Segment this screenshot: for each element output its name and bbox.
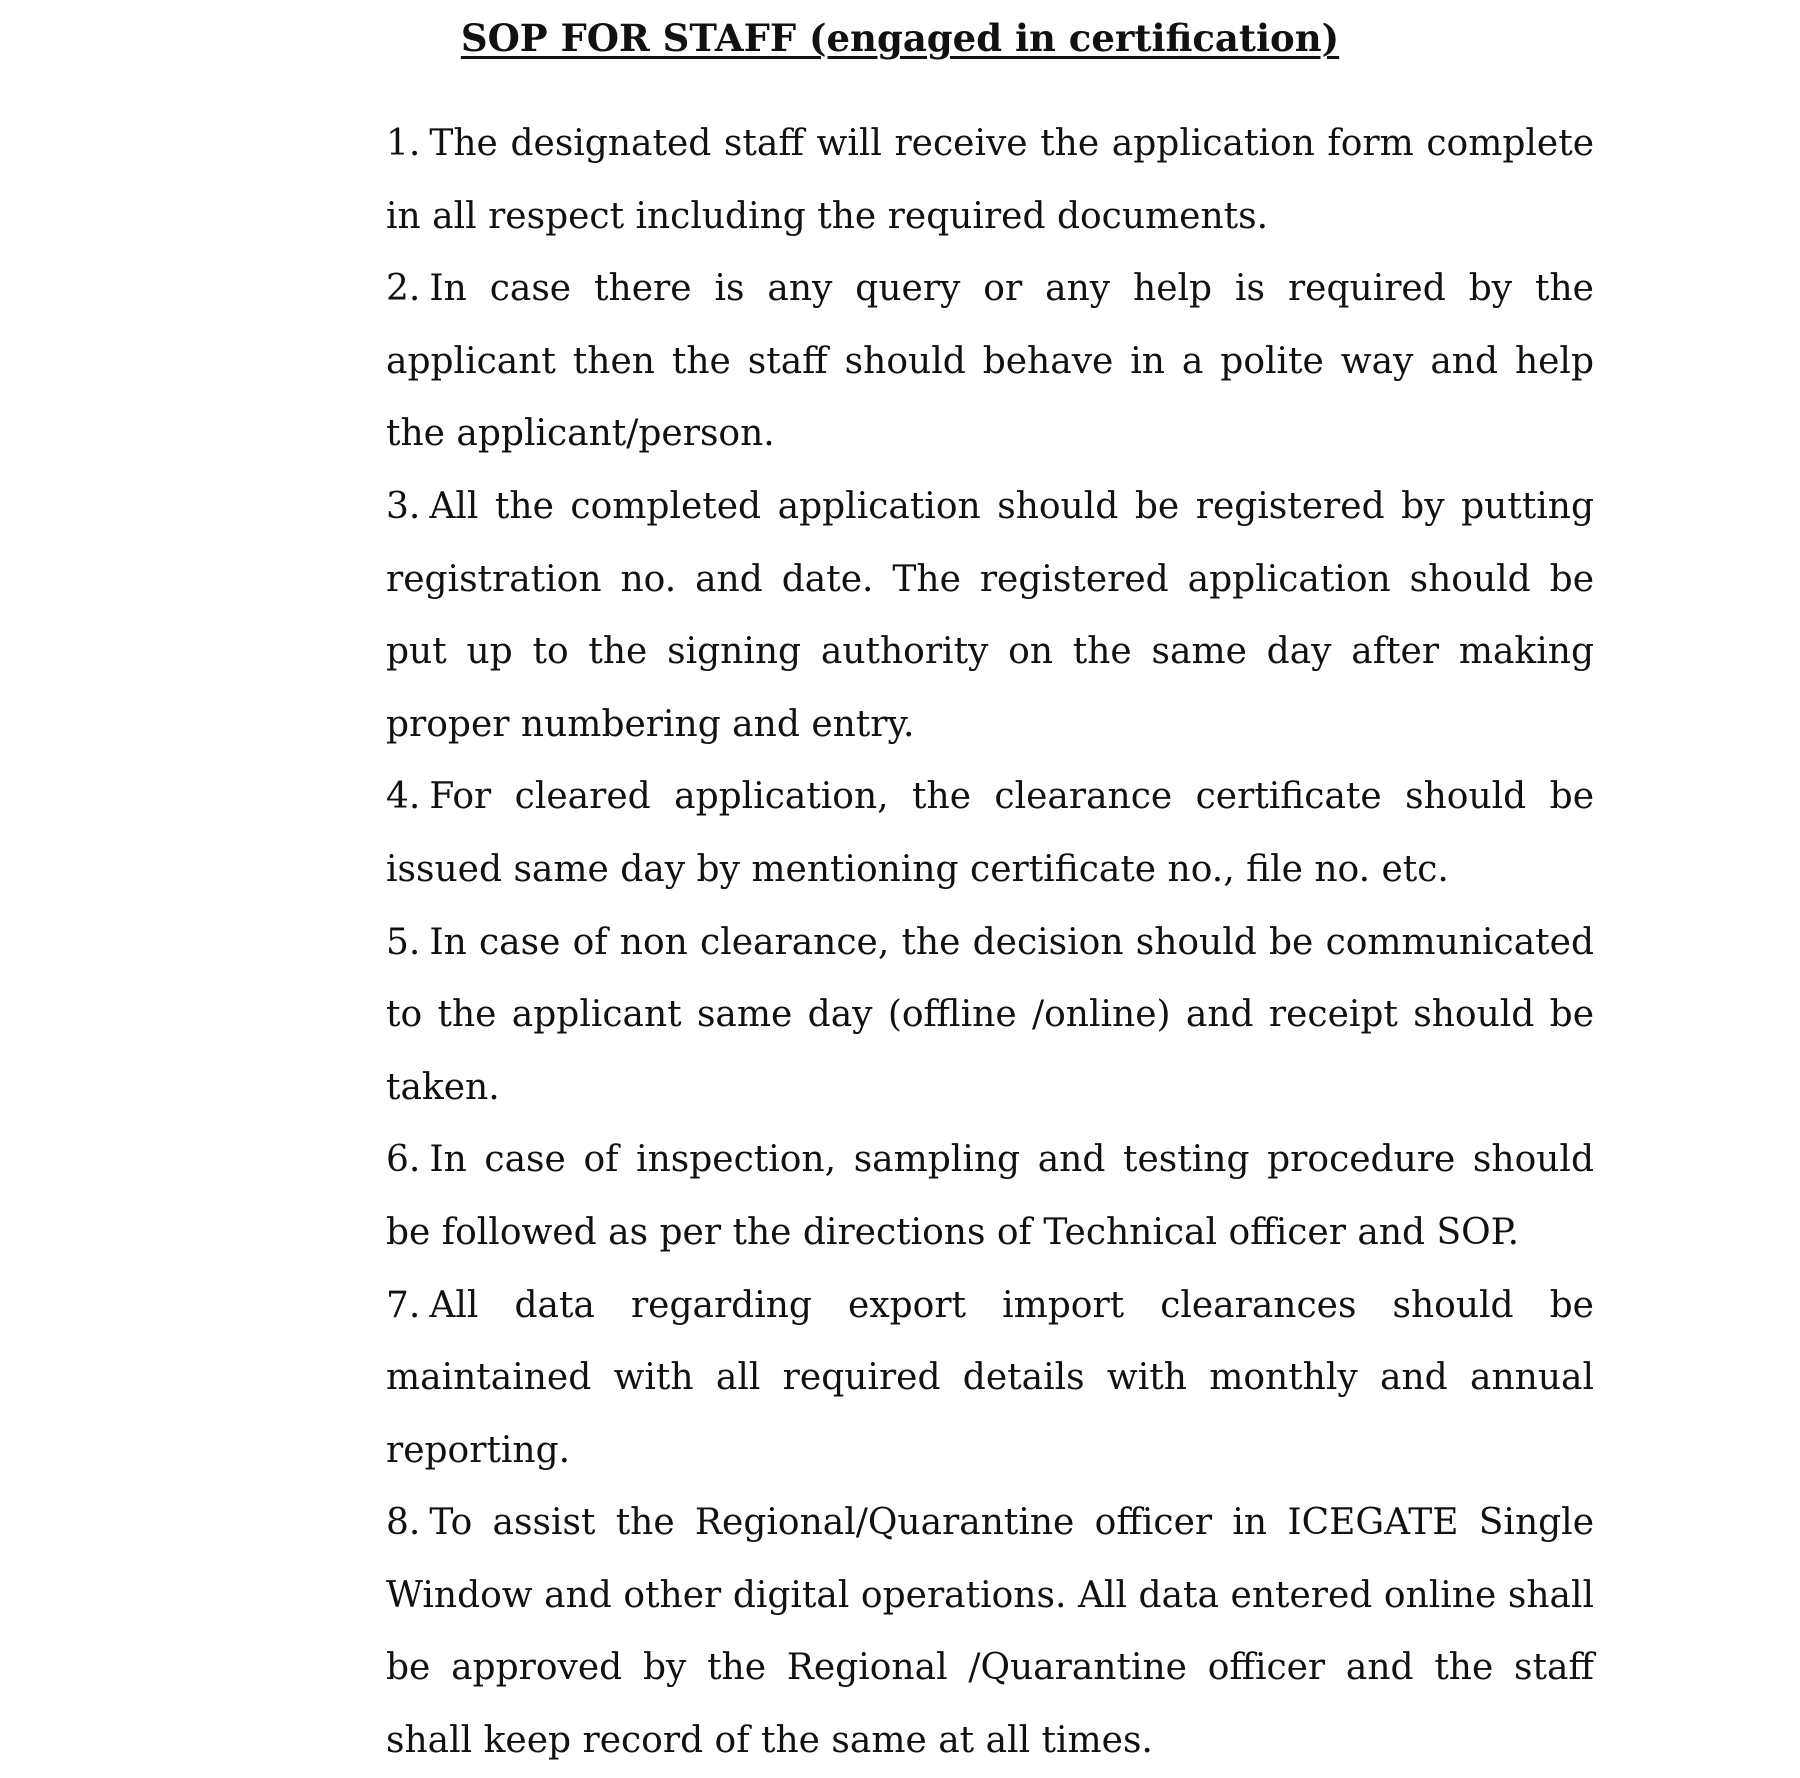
- sop-item-8-text: To assist the Regional/Quarantine officer in ICEGATE Single Window and other digital operations. All data entered online shall be approved by the Regional /Quarantine officer and the staff shall keep record of the same at all times.: [386, 1502, 1594, 1762]
- sop-item-8-number: 8.: [386, 1502, 421, 1544]
- sop-item-5-number: 5.: [386, 921, 421, 963]
- sop-item-4-number: 4.: [386, 776, 421, 818]
- document-title-container: [0, 14, 1800, 62]
- sop-item-4-block: [386, 761, 1594, 906]
- sop-item-8-block: [386, 1487, 1594, 1777]
- document-title: SOP FOR STAFF (engaged in certification): [460, 16, 1340, 60]
- sop-item-7-text: All data regarding export import clearances should be maintained with all required details with monthly and annual reporting.: [386, 1284, 1594, 1471]
- sop-item-3-block: [386, 471, 1594, 761]
- sop-item-7: [386, 1270, 1594, 1488]
- sop-item-6-block: [386, 1124, 1594, 1269]
- sop-item-3-number: 3.: [386, 485, 421, 527]
- sop-item-6-text: In case of inspection, sampling and testing procedure should be followed as per the directions of Technical officer and SOP.: [386, 1139, 1594, 1253]
- sop-list: [386, 108, 1594, 1778]
- sop-item-1: [386, 108, 1594, 253]
- sop-item-7-number: 7.: [386, 1284, 421, 1326]
- sop-item-5-block: [386, 907, 1594, 1125]
- sop-item-1-number: 1.: [386, 123, 421, 164]
- sop-item-6-number: 6.: [386, 1139, 421, 1181]
- sop-item-3-text: All the completed application should be registered by putting registration no. and date. The registered application should be put up to the signing authority on the same day after making proper numbering and entry.: [386, 485, 1594, 745]
- sop-item-2-block: [386, 253, 1594, 471]
- sop-item-1-block: [386, 108, 1594, 253]
- sop-item-4: [386, 761, 1594, 906]
- sop-item-2-number: 2.: [386, 268, 421, 310]
- sop-item-3: [386, 471, 1594, 761]
- sop-item-6: [386, 1124, 1594, 1269]
- sop-item-5-text: In case of non clearance, the decision should be communicated to the applicant same day (offline /online) and receipt should be taken.: [386, 921, 1594, 1108]
- sop-item-2-text: In case there is any query or any help is required by the applicant then the staff should behave in a polite way and help the applicant/person.: [386, 268, 1594, 455]
- sop-item-4-text: For cleared application, the clearance certificate should be issued same day by mentioning certificate no., file no. etc.: [386, 776, 1594, 890]
- sop-item-5: [386, 907, 1594, 1125]
- sop-item-1-text: The designated staff will receive the application form complete in all respect including the required documents.: [386, 123, 1594, 237]
- sop-item-2: [386, 253, 1594, 471]
- sop-item-7-block: [386, 1270, 1594, 1488]
- sop-item-8: [386, 1487, 1594, 1777]
